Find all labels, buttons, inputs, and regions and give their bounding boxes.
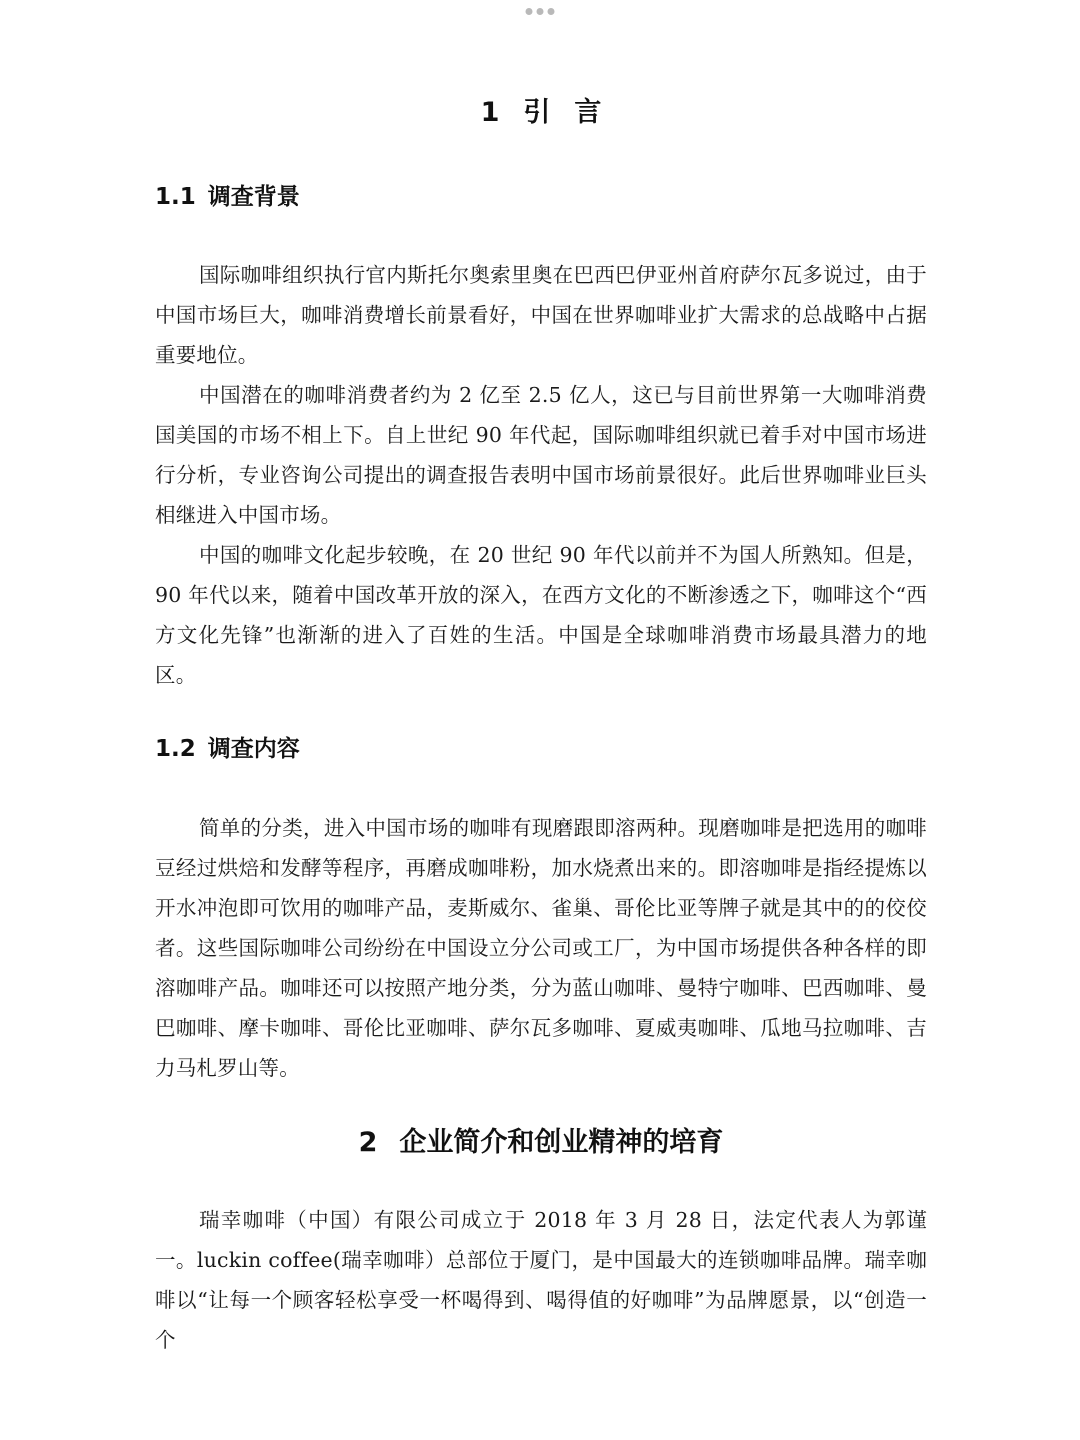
chapter-2-heading bbox=[155, 1120, 927, 1159]
paragraph: 瑞幸咖啡（中国）有限公司成立于 2018 年 3 月 28 日，法定代表人为郭谨一。luckin coffee(瑞幸咖啡）总部位于厦门，是中国最大的连锁咖啡品牌。瑞幸咖啡以“让每一个顾客轻松享受一杯喝得到、喝得值的好咖啡”为品牌愿景，以“创造一个 bbox=[155, 1208, 927, 1352]
chapter-1-title-char-1: 引 bbox=[523, 97, 551, 128]
paragraph: 中国的咖啡文化起步较晚，在 20 世纪 90 年代以前并不为国人所熟知。但是，90 年代以来，随着中国改革开放的深入，在西方文化的不断渗透之下，咖啡这个“西方文化先锋”也渐渐的进入了百姓的生活。中国是全球咖啡消费市场最具潜力的地区。 bbox=[155, 543, 927, 687]
chapter-2-title: 企业简介和创业精神的培育 bbox=[399, 1127, 724, 1158]
chapter-2-number: 2 bbox=[358, 1127, 378, 1158]
section-1-2-title: 调查内容 bbox=[207, 736, 300, 762]
drag-dot bbox=[537, 8, 544, 15]
chapter-1-title-char-2: 言 bbox=[574, 97, 602, 128]
section-1-1-heading bbox=[155, 178, 300, 211]
paragraph: 简单的分类，进入中国市场的咖啡有现磨跟即溶两种。现磨咖啡是把选用的咖啡豆经过烘焙和发酵等程序，再磨成咖啡粉，加水烧煮出来的。即溶咖啡是指经提炼以开水冲泡即可饮用的咖啡产品，麦斯威尔、雀巢、哥伦比亚等牌子就是其中的的佼佼者。这些国际咖啡公司纷纷在中国设立分公司或工厂，为中国市场提供各种各样的即溶咖啡产品。咖啡还可以按照产地分类，分为蓝山咖啡、曼特宁咖啡、巴西咖啡、曼巴咖啡、摩卡咖啡、哥伦比亚咖啡、萨尔瓦多咖啡、夏威夷咖啡、瓜地马拉咖啡、吉力马札罗山等。 bbox=[155, 816, 927, 1080]
paragraph: 中国潜在的咖啡消费者约为 2 亿至 2.5 亿人，这已与目前世界第一大咖啡消费国美国的市场不相上下。自上世纪 90 年代起，国际咖啡组织就已着手对中国市场进行分析，专业咨询公司提出的调查报告表明中国市场前景很好。此后世界咖啡业巨头相继进入中国市场。 bbox=[155, 383, 927, 527]
section-1-2-number: 1.2 bbox=[155, 736, 196, 762]
drag-dot bbox=[526, 8, 533, 15]
drag-dot bbox=[548, 8, 555, 15]
section-1-1-number: 1.1 bbox=[155, 184, 196, 210]
paragraph: 国际咖啡组织执行官内斯托尔奥索里奥在巴西巴伊亚州首府萨尔瓦多说过，由于中国市场巨大，咖啡消费增长前景看好，中国在世界咖啡业扩大需求的总战略中占据重要地位。 bbox=[155, 263, 927, 367]
drag-handle[interactable] bbox=[526, 8, 555, 15]
section-1-2-heading bbox=[155, 730, 300, 763]
chapter-1-heading bbox=[155, 90, 927, 129]
chapter-1-number: 1 bbox=[480, 97, 500, 128]
section-1-1-title: 调查背景 bbox=[207, 184, 300, 210]
